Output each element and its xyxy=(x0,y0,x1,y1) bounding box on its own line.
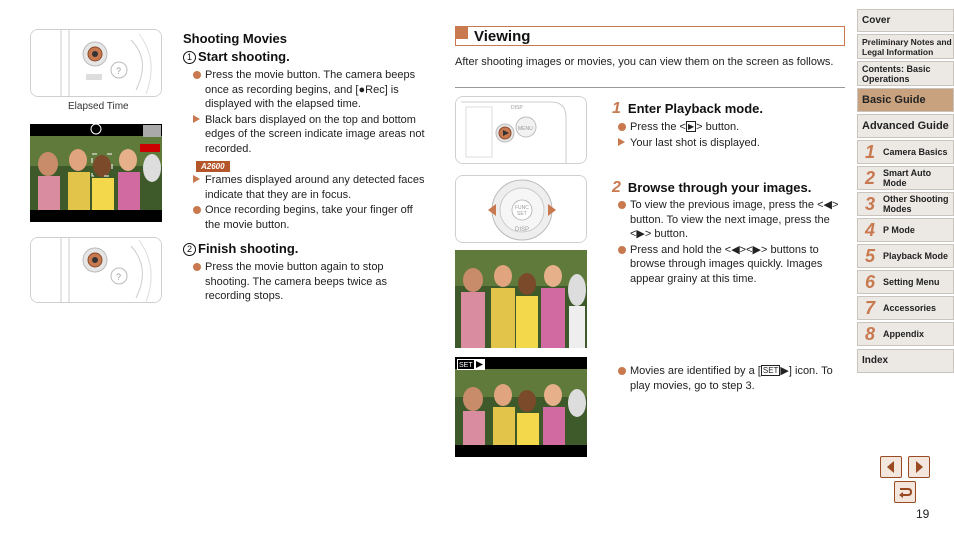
playback-photo xyxy=(455,250,587,348)
svg-text:DISP: DISP xyxy=(511,105,523,111)
viewing-title: Viewing xyxy=(474,28,531,45)
list-item: Press and hold the <◀><▶> buttons to browse through images quickly. Images appear grainy at this time. xyxy=(618,243,843,287)
camera-top-illustration-2 xyxy=(30,237,162,303)
step-title-text: Finish shooting. xyxy=(198,241,299,256)
step-number: 1 xyxy=(183,51,196,64)
svg-text:FUNC: FUNC xyxy=(515,205,529,211)
list-item: Press the < ▶ > button. xyxy=(618,120,843,135)
camera-top-illustration-1 xyxy=(30,29,162,97)
svg-text:?: ? xyxy=(116,272,122,282)
list-item: Black bars displayed on the top and bottom edges of the screen indicate image areas not recorded. xyxy=(193,113,425,157)
step-title-text: Enter Playback mode. xyxy=(627,101,764,116)
step-2-finish-shooting-title xyxy=(183,241,298,256)
return-icon xyxy=(895,482,915,502)
divider xyxy=(455,87,845,88)
list-item: Once recording begins, take your finger off the movie button. xyxy=(193,203,425,232)
step-1-playback-title xyxy=(612,100,763,118)
list-item: Press the movie button again to stop shooting. The camera beeps twice as recording stops. xyxy=(193,260,425,304)
model-badge: A2600 xyxy=(196,161,230,172)
step-2-browse-title xyxy=(612,179,811,197)
control-dial-illustration xyxy=(455,175,587,243)
section-flag-icon xyxy=(456,27,468,39)
arrow-right-icon xyxy=(909,457,929,477)
result-arrow-icon xyxy=(193,175,200,183)
bullet-dot-icon xyxy=(618,367,626,375)
svg-text:?: ? xyxy=(116,66,122,76)
camera-back-illustration xyxy=(455,96,587,164)
nav-chapter-6[interactable]: 6 Setting Menu xyxy=(857,270,954,294)
list-item: To view the previous image, press the <◀> button. To view the next image, press the <▶> button. xyxy=(618,198,843,242)
page-number: 19 xyxy=(916,507,930,521)
nav-chapter-1[interactable]: 1 Camera Basics xyxy=(857,140,954,164)
nav-contents[interactable]: Contents: Basic Operations xyxy=(857,61,954,86)
return-button[interactable] xyxy=(894,481,916,503)
next-page-button[interactable] xyxy=(908,456,930,478)
start-shooting-bullets xyxy=(193,68,425,158)
movie-playback-photo xyxy=(455,357,587,457)
arrow-left-icon xyxy=(881,457,901,477)
step-number: 1 xyxy=(612,100,621,117)
list-item: Your last shot is displayed. xyxy=(618,136,843,151)
svg-text:DISP: DISP xyxy=(515,227,530,233)
svg-text:SET: SET xyxy=(459,362,473,369)
finish-shooting-bullets xyxy=(193,260,425,305)
nav-basic-guide[interactable]: Basic Guide xyxy=(857,88,954,112)
nav-advanced-guide[interactable]: Advanced Guide xyxy=(857,114,954,138)
step-title-text: Start shooting. xyxy=(198,49,290,64)
nav-chapter-2[interactable]: 2 Smart Auto Mode xyxy=(857,166,954,190)
nav-chapter-3[interactable]: 3 Other Shooting Modes xyxy=(857,192,954,216)
viewing-intro: After shooting images or movies, you can view them on the screen as follows. xyxy=(455,56,834,68)
nav-index[interactable]: Index xyxy=(857,349,954,373)
shooting-movies-title: Shooting Movies xyxy=(183,31,287,46)
svg-text:MENU: MENU xyxy=(518,126,533,132)
nav-chapter-8[interactable]: 8 Appendix xyxy=(857,322,954,346)
nav-chapter-4[interactable]: 4 P Mode xyxy=(857,218,954,242)
browse-bullets xyxy=(618,198,843,288)
movie-recording-photo xyxy=(30,124,162,222)
bullet-dot-icon xyxy=(193,206,201,214)
model-specific-bullets xyxy=(193,173,425,233)
step-1-start-shooting-title xyxy=(183,49,290,64)
list-item: Movies are identified by a [ SET ▶] icon. To play movies, go to step 3. xyxy=(618,364,843,393)
bullet-dot-icon xyxy=(193,263,201,271)
step-number: 2 xyxy=(183,243,196,256)
list-item: Press the movie button. The camera beeps once as recording begins, and [●Rec] is displayed with the elapsed time. xyxy=(193,68,425,112)
elapsed-time-caption: Elapsed Time xyxy=(68,101,129,112)
movie-note xyxy=(618,364,843,394)
bullet-dot-icon xyxy=(193,71,201,79)
nav-preliminary-notes[interactable]: Preliminary Notes and Legal Information xyxy=(857,34,954,59)
previous-page-button[interactable] xyxy=(880,456,902,478)
set-play-icon: SET xyxy=(762,366,779,375)
nav-cover[interactable]: Cover xyxy=(857,9,954,32)
list-item: Frames displayed around any detected faces indicate that they are in focus. xyxy=(193,173,425,202)
result-arrow-icon xyxy=(193,115,200,123)
nav-chapter-5[interactable]: 5 Playback Mode xyxy=(857,244,954,268)
bullet-dot-icon xyxy=(618,246,626,254)
bullet-dot-icon xyxy=(618,201,626,209)
bullet-dot-icon xyxy=(618,123,626,131)
nav-chapter-7[interactable]: 7 Accessories xyxy=(857,296,954,320)
step-number: 2 xyxy=(612,179,621,196)
svg-text:SET: SET xyxy=(517,211,527,217)
step-title-text: Browse through your images. xyxy=(627,180,812,195)
playback-button-key: ▶ xyxy=(687,122,695,131)
result-arrow-icon xyxy=(618,138,625,146)
playback-bullets xyxy=(618,120,843,151)
viewing-section-header xyxy=(455,26,845,46)
